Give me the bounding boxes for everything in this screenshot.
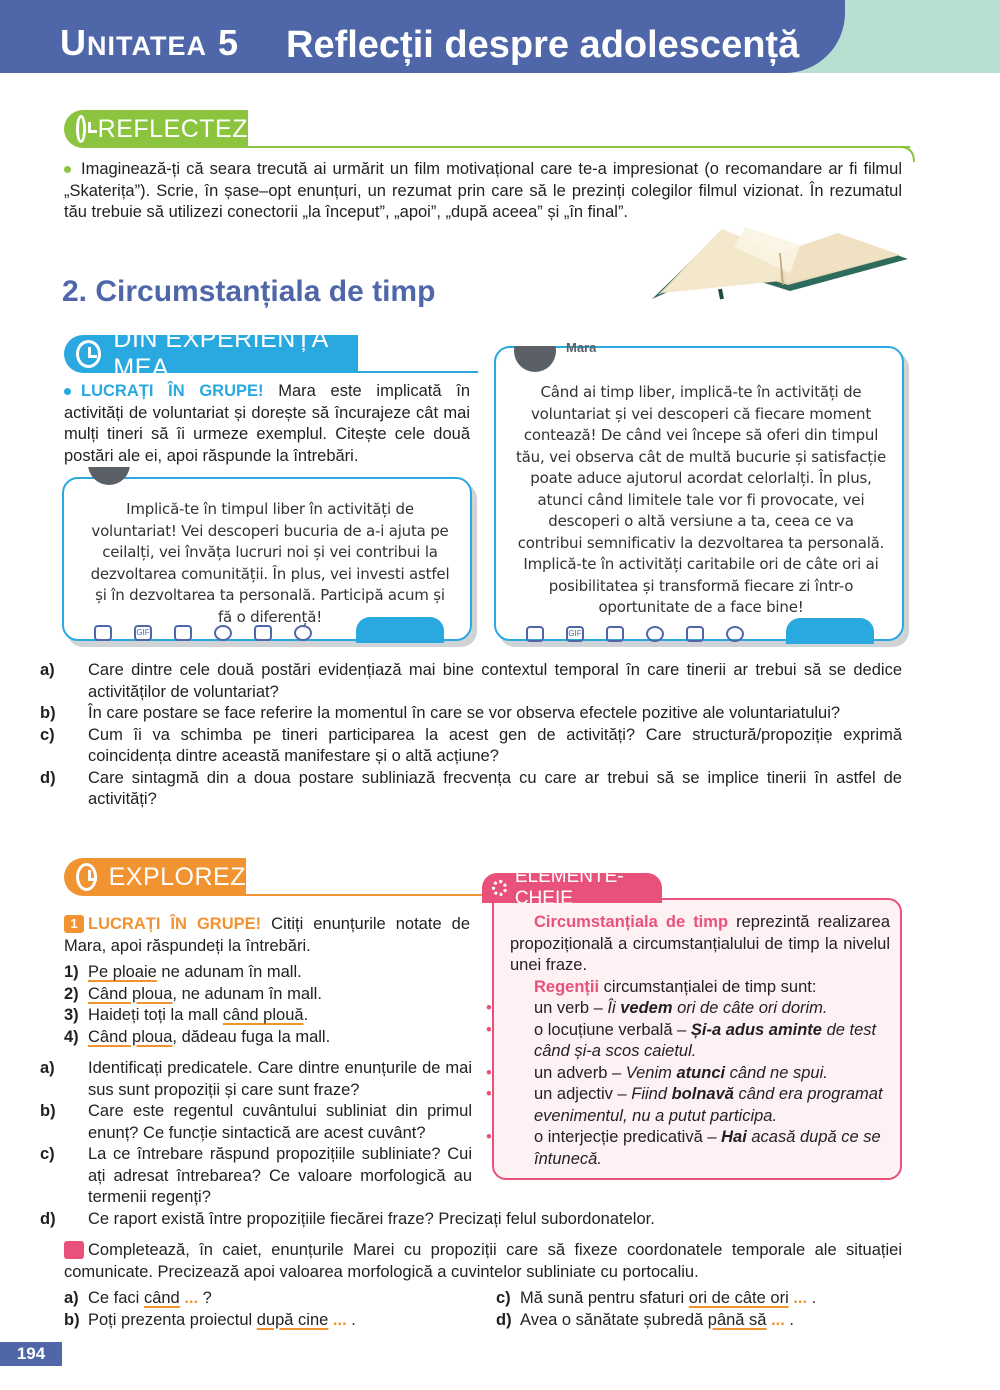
- bullet: [64, 166, 71, 173]
- explorez-questions: [40, 1058, 472, 1209]
- sentence-item: 3) Haideți toți la mall când plouă.: [64, 1006, 309, 1024]
- explorez-ex2-text: 2 Completează, în caiet, enunțurile Marei cu propoziții care să fixeze coordonatele temporale ale situației comunicate. Precizează apoi valoarea morfologică a cuvintelor subliniate cu portocaliu.: [64, 1241, 902, 1281]
- din-experienta-rule: [350, 371, 478, 373]
- page-number: 194: [0, 1342, 62, 1366]
- exercise-number: 2: [64, 1241, 84, 1259]
- list-icon[interactable]: [606, 626, 624, 642]
- compass-icon: [76, 863, 97, 891]
- completion-item: d) Avea o sănătate șubredă până să ... .: [496, 1310, 795, 1329]
- question-item: c) La ce întrebare răspund propozițiile subliniate? Cui ați adresat întrebarea? Ce valoare morfologică au termenii regenți?: [40, 1145, 472, 1206]
- elemente-cheie-tab: ELEMENTE-CHEIE: [482, 873, 662, 903]
- gif-icon[interactable]: GIF: [134, 625, 152, 641]
- unit-title: Reflecții despre adolescență: [286, 24, 800, 66]
- book-illustration: [650, 225, 910, 305]
- reflectez-tab: REFLECTEZ: [64, 110, 248, 148]
- question-item: b) Care este regentul cuvântului subliniat din primul enunț? Ce funcție sintactică are acest cuvânt?: [40, 1102, 472, 1142]
- explorez-rule: [238, 894, 486, 896]
- elemente-cheie-content: [486, 912, 891, 1170]
- reflectez-rule: [240, 146, 910, 148]
- image-icon[interactable]: [94, 625, 112, 641]
- schedule-icon[interactable]: [686, 626, 704, 642]
- post-1: [62, 477, 472, 641]
- completion-item: c) Mă sună pentru sfaturi ori de câte ori ... .: [496, 1289, 817, 1307]
- gear-icon: [492, 880, 507, 896]
- post-2-username: Mara: [566, 340, 597, 352]
- reflectez-rule-curve: [900, 146, 920, 166]
- din-experienta-questions: [40, 660, 902, 811]
- post-1-avatar: [88, 467, 130, 485]
- location-icon[interactable]: [726, 626, 744, 642]
- question-item: d) Ce raport există între propozițiile fiecărei fraze? Precizați felul subordonatelor.: [40, 1210, 655, 1228]
- explorez-question-d: [40, 1209, 902, 1231]
- gif-icon[interactable]: GIF: [566, 626, 584, 642]
- explorez-ex2-left: [64, 1288, 484, 1331]
- exercise-number: 1: [64, 915, 84, 933]
- elemente-cheie-intro: Circumstanțiala de timp reprezintă realizarea propozițională a circumstanțialului de timp la nivelul unei fraze.: [510, 913, 891, 974]
- image-icon[interactable]: [526, 626, 544, 642]
- post-2-publish-button[interactable]: [786, 618, 874, 644]
- completion-item: a) Ce faci când ... ?: [64, 1289, 212, 1307]
- post-1-publish-button[interactable]: [356, 617, 444, 643]
- elemente-cheie-item: • un adverb – Venim atunci când ne spui.: [486, 1063, 828, 1082]
- post-2: [494, 340, 904, 641]
- post-2-toolbar: [526, 626, 744, 642]
- sentence-item: 4) Când ploua, dădeau fuga la mall.: [64, 1027, 331, 1046]
- post-2-avatar: [514, 346, 556, 372]
- din-experienta-tab: DIN EXPERIENȚA MEA: [64, 335, 358, 373]
- emoji-icon[interactable]: [214, 625, 232, 641]
- explorez-ex1-intro: 1 LUCRAȚI ÎN GRUPE! Citiți enunțurile notate de Mara, apoi răspundeți la întrebări.: [64, 915, 470, 955]
- unit-label: UNITATEA 5: [60, 22, 240, 63]
- post-2-text: Când ai timp liber, implică-te în activități de voluntariat și vei descoperi că fiecare moment contează! De când vei începe să oferi din timpul tău, vei observa cât de multă bucurie și satisfacție poate aduce ajutorul acordat celorlalți. În plus, atunci când limitele tale vor fi provocate, vei descoperi o altă versiune a ta, ceea ce va contribui semnificativ la dezvoltarea ta personală. Implică-te în activități caritabile ori de câte ori ai posibilitatea și transformă fiecare zi într-o oportunitate de a face bine!: [516, 383, 886, 616]
- reflectez-text: Imaginează-ți că seara trecută ai urmărit un film motivațional care te-a impresionat (o recomandare ar fi filmul „Skaterița”). Scrie, în șase–opt enunțuri, un rezumat prin care să le prezinți colegilor filmul vizionat. În rezumatul tău trebuie să utilizezi conectorii „la început”, „apoi”, „după aceea” și „în final”.: [64, 160, 902, 221]
- schedule-icon[interactable]: [254, 625, 272, 641]
- question-item: d) Care sintagmă din a doua postare subliniază frecvența cu care ar trebui să se implice tinerii în astfel de activități?: [40, 768, 902, 808]
- post-1-text: Implică-te în timpul liber în activități de voluntariat! Vei descoperi bucuria de a-i ajuta pe ceilalți, vei învăța lucruri noi și vei contribui la dezvoltarea comunității. În plus, vei investi astfel și în dezvoltarea ta personală. Participă acum și fă o diferență!: [90, 500, 450, 626]
- emoji-icon[interactable]: [646, 626, 664, 642]
- elemente-cheie-regenti: Regenții circumstanțialei de timp sunt:: [534, 977, 817, 996]
- list-icon[interactable]: [174, 625, 192, 641]
- sentence-item: 2) Când ploua, ne adunam în mall.: [64, 984, 322, 1003]
- location-icon[interactable]: [294, 625, 312, 641]
- explorez-tab: EXPLOREZ: [64, 858, 246, 896]
- refresh-icon: [76, 115, 86, 143]
- bullet: [64, 388, 71, 395]
- elemente-cheie-item: • o interjecție predicativă – Hai acasă după ce se întunecă.: [486, 1128, 881, 1168]
- question-item: a) Care dintre cele două postări evidențiază mai bine contextul temporal în care tinerii ar trebui să se dedice activităților de voluntariat?: [40, 661, 902, 701]
- elemente-cheie-item: • o locuțiune verbală – Și-a adus aminte de test când și-a scos caietul.: [486, 1020, 877, 1060]
- elemente-cheie-item: • un adjectiv – Fiind bolnavă când era programat evenimentul, nu a putut participa.: [486, 1085, 883, 1125]
- section-heading: 2. Circumstanțiala de timp: [62, 275, 436, 308]
- question-item: c) Cum îi va schimba pe tineri participarea la acest gen de activități? Care structură/propoziție exprimă coincidența dintre această manifestare și o altă acțiune?: [40, 725, 902, 765]
- completion-item: b) Poți prezenta proiectul după cine ... .: [64, 1310, 356, 1329]
- explorez-ex2-right: [496, 1288, 902, 1331]
- history-icon: [76, 340, 101, 368]
- question-item: b) În care postare se face referire la momentul în care se vor observa efectele pozitive ale voluntariatului?: [40, 704, 841, 722]
- explorez-sentences: [64, 962, 470, 1048]
- question-item: a) Identificați predicatele. Care dintre enunțurile de mai sus sunt propoziții și care sunt fraze?: [40, 1059, 472, 1099]
- sentence-item: 1) Pe ploaie ne adunam în mall.: [64, 963, 302, 981]
- din-experienta-lead: LUCRAȚI ÎN GRUPE! Mara este implicată în activități de voluntariat și dorește să încurajeze cât mai mulți tineri să îi urmeze exemplul. Citește cele două postări ale ei, apoi răspunde la întrebări.: [64, 382, 470, 465]
- elemente-cheie-item: • un verb – Îi vedem ori de câte ori dorim.: [486, 999, 828, 1017]
- post-1-toolbar: [94, 625, 312, 641]
